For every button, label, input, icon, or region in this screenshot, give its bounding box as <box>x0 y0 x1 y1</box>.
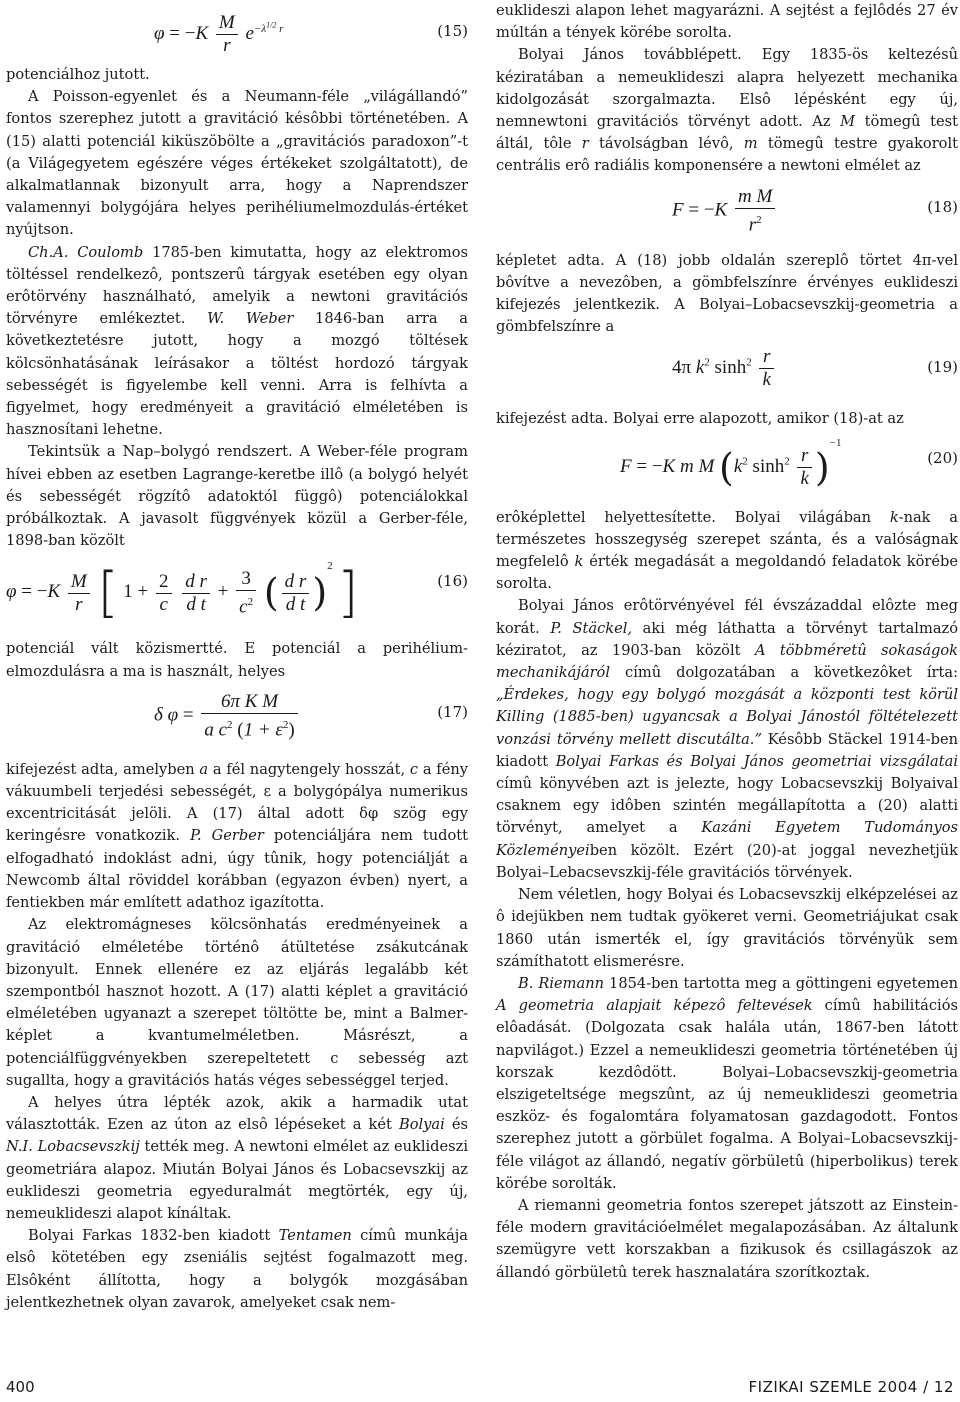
eq15-minus: − <box>184 22 196 44</box>
eq16-sq: 2 <box>327 560 333 573</box>
text: címû könyvében azt is jelezte, hogy Lobacsevszkij Bolyaival csaknem egy idôben szintén megállapította a (20) alatti törvényt, amelyet a <box>496 775 958 837</box>
paragraph-coulomb <box>6 242 468 442</box>
symbol-epsilon: ε <box>263 783 272 801</box>
paragraph-farkas <box>6 1225 468 1314</box>
text: ben közölt. Ezért (20)-at joggal nevezhetjük Bolyai–Lebacsevszkij-féle gravitációs törvények. <box>496 841 958 881</box>
eq15-den: r <box>223 35 231 56</box>
eq15-equals: = <box>169 22 180 44</box>
title-bolyai-vizsgalatai: Bolyai Farkas és Bolyai János geometriai vizsgálatai <box>555 752 958 770</box>
text: erôképlettel helyettesítette. Bolyai világában <box>496 508 890 526</box>
paragraph-k <box>496 507 958 596</box>
eq16-k: K <box>47 581 61 603</box>
name-coulomb: Ch.A. Coulomb <box>28 243 144 261</box>
eq20-fraction <box>797 445 811 490</box>
title-geometria-alapjai: A geometria alapjait képezô feltevések <box>496 997 813 1015</box>
eq20-paren-close: ) <box>814 445 830 490</box>
eq16-equals: = <box>21 581 32 603</box>
paragraph-helyes <box>6 1092 468 1225</box>
eq19-sq: 2 <box>704 356 710 369</box>
paragraph-kifejezest <box>6 759 468 914</box>
symbol-k: k <box>889 508 899 526</box>
eq15-lhs: φ <box>154 22 165 44</box>
text: -nak a természetes hosszegység szerepet szánta, és a valóságnak megfelelô <box>496 508 959 571</box>
eq17-label: (17) <box>437 702 468 721</box>
eq16-dt: d t <box>186 593 206 615</box>
eq16-dr2: d r <box>282 571 310 594</box>
symbol-M: M <box>840 113 856 131</box>
eq17-den-ac: a c <box>204 719 227 741</box>
eq20-lhs: F <box>620 455 632 477</box>
text: szög egy keringésre vonatkozik. <box>6 805 469 845</box>
eq19-four-pi: 4π <box>672 357 692 379</box>
eq17-num: 6π K M <box>201 691 297 714</box>
eq16-lhs: φ <box>6 581 17 603</box>
symbol-c: c <box>409 760 419 778</box>
eq20-sq2: 2 <box>784 455 790 468</box>
eq15-label: (15) <box>437 22 468 40</box>
eq20-sinh: sinh <box>752 455 785 477</box>
title-tentamen: Tentamen <box>278 1227 352 1245</box>
eq19-sinh: sinh <box>714 357 747 379</box>
eq20-k: k <box>733 455 743 477</box>
text: távolságban lévô, <box>588 135 744 153</box>
text: A helyes útra lépték azok, akik a harmadik utat választották. Ezen az úton az elsô lépéseket a két <box>6 1093 468 1134</box>
eq16-frac-mr <box>68 571 90 616</box>
equation-16 <box>6 552 468 638</box>
eq16-c2-sq: 2 <box>247 595 254 608</box>
text: Bolyai János továbblépett. Egy 1835-ös keltezésû kéziratában a nemeuklideszi alapra helyezett mechanika kidolgozását szorgalmazta. Elsô lépésként egy új, nemnewtoni gravitációs törvényt adott. Az <box>496 46 958 131</box>
eq18-sq: 2 <box>756 213 762 226</box>
paragraph: Nem véletlen, hogy Bolyai és Lobacsevszkij elképzelései az ô idejükben nem tudtak gyökeret verni. Geometriájukat csak 1860 után ismerték el, így gravitációs törvényük sem számíthatott elismerésre. <box>496 886 958 970</box>
journal-name: FIZIKAI SZEMLE 2004 / 12 <box>748 1378 954 1396</box>
text: címû dolgozatában a következôket írta: <box>610 664 958 682</box>
eq15-exp-frac: 1/2 <box>266 19 277 29</box>
name-riemann: B. Riemann <box>518 974 605 992</box>
eq20-paren-open: ( <box>719 445 734 490</box>
eq18-num: m M <box>735 186 775 209</box>
eq16-dr: d r <box>182 571 210 594</box>
symbol-a: a <box>199 760 209 778</box>
text: érték megadását a megoldandó feladatok körébe sorolta. <box>496 553 958 593</box>
eq17-fraction: $\frac{\text{6π K M}}{a c^2 (1 + \varepsilon^2)}$ <box>201 691 297 741</box>
eq16-c: c <box>159 593 168 615</box>
paragraph-stackel <box>496 595 958 884</box>
name-bolyai: Bolyai <box>398 1116 445 1134</box>
eq16-frac-drdt <box>182 571 210 616</box>
eq17-den-sq2: 2 <box>282 718 289 731</box>
text: tömegû testre gyakorolt centrális erô radiális komponensére a newtoni elmélet az <box>496 135 958 175</box>
paragraph: potenciálhoz jutott. <box>6 66 150 83</box>
eq20-kmm: K m M <box>662 455 715 477</box>
eq20-pow: −1 <box>829 436 842 449</box>
title-kazani: Kazáni Egyetem Tudományos Közleményei <box>496 819 958 859</box>
paragraph: Tekintsük a Nap–bolygó rendszert. A Weber-féle program hívei ebben az esetben Lagrange-keretbe illô (a bolygó helyét és sebességét rögzítô adatoktól függô) potenciálokkal próbálkoztak. A javasolt függvények közül a Gerber-féle, 1898-ban közölt <box>6 443 468 550</box>
symbol-r: r <box>581 135 589 153</box>
symbol-dphi: δφ <box>359 805 379 823</box>
eq20-den: k <box>800 467 809 489</box>
paragraph: képletet adta. A (18) jobb oldalán szereplô törtet 4π-vel bôvítve a nevezôben, a gömbfelszínre érvényes euklideszi kifejezés jelentkezik. A Bolyai–Lobacsevszkij-geometria a gömbfelszínre a <box>496 251 958 336</box>
eq17-equals: = <box>182 704 194 726</box>
name-gerber: P. Gerber <box>190 827 264 845</box>
eq19-fraction <box>759 346 773 391</box>
text: kifejezést adta, amelyben <box>6 760 200 778</box>
equation-18 <box>496 178 958 250</box>
eq16-plus2: + <box>217 581 229 603</box>
eq18-fraction <box>735 186 775 236</box>
paragraph: potenciál vált közismertté. E potenciál a perihélium-elmozdulásra a ma is használt, helyes <box>6 640 468 680</box>
equation-15 <box>6 0 468 64</box>
eq16-three: 3 <box>236 568 256 591</box>
eq19-label: (19) <box>927 358 958 377</box>
eq16-c2: c <box>239 596 248 618</box>
text: potenciáljára nem tudott elfogadható indoklást adni, úgy tûnik, hogy potenciálját a Newcomb által röviddel korábban (egyazon évben) nyert, a fentiekben már említett adathoz igazította. <box>6 827 468 912</box>
eq16-plus: + <box>137 581 149 603</box>
eq17-den-paren: 1 + ε <box>243 719 283 741</box>
symbol-m: m <box>743 135 758 153</box>
eq16-frac-drdt2 <box>282 571 310 616</box>
eq16-one: 1 <box>123 581 133 603</box>
paragraph-riemann <box>496 973 958 1195</box>
title-tobbmeretu: A többméretû sokaságok mechanikájáról <box>496 641 959 682</box>
eq16-den: r <box>75 593 83 615</box>
equation-19 <box>496 338 958 408</box>
eq16-paren-open: ( <box>263 571 279 616</box>
eq18-minus: − <box>703 199 715 221</box>
text: Késôbb Stäckel 1914-ben kiadott <box>496 730 958 770</box>
page-footer <box>0 1378 960 1402</box>
name-weber: W. Weber <box>207 310 294 328</box>
eq16-frac-2c <box>156 571 172 616</box>
eq16-frac-3c2 <box>236 568 256 618</box>
right-column <box>496 0 958 1284</box>
text: aki még láthatta a törvényt tartalmazó kéziratot, az 1903-ban közölt <box>496 619 958 659</box>
text: 1846-ban arra a következtetésre jutott, hogy a mozgó töltések kölcsönhatásának leírásakor a töltést hordozó tárgyak sebességét is figyelembe kell venni. Arra is felhívta a figyelmet, hogy eredményeit a gravitáció elméletében is hasznosítani lehetne. <box>6 310 468 439</box>
eq19-sq2: 2 <box>746 356 752 369</box>
symbol-k: k <box>574 553 584 571</box>
eq15-k: K <box>195 22 209 44</box>
text: tömegû test áltál, tôle <box>496 113 958 153</box>
eq18-equals: = <box>688 199 700 221</box>
eq18-label: (18) <box>927 197 958 216</box>
eq16-minus: − <box>36 581 48 603</box>
paragraph: A Poisson-egyenlet és a Neumann-féle „világállandó” fontos szerephez jutott a gravitáció késôbbi történetében. A (15) alatti potenciál kiküszöbölte a „gravitációs paradoxon”-t (a Világegyetem egészére véges értékeket szolgáltatott), de alkalmatlannak bizonyult arra, hogy a Naprendszer valamennyi bolygójára helyes perihéliumelmozdulás-értéket nyújtson. <box>6 88 468 239</box>
eq15-fraction <box>216 12 238 57</box>
eq17-lhs: δ φ <box>154 704 179 726</box>
quote-stackel: „Érdekes, hogy egy bolygó mozgását a központi test körül Killing (1885-ben) ugyancsak a Bolyai Jánostól föltételezett vonzási törvény mellett discutálta.” <box>496 686 958 748</box>
eq19-k: k <box>695 357 705 379</box>
paragraph: euklideszi alapon lehet magyarázni. A sejtést a fejlôdés 27 év múltán a tények körébe sorolta. <box>496 2 958 42</box>
equation-20 <box>496 431 958 507</box>
text: és <box>444 1116 468 1134</box>
eq16-paren-close: ) <box>312 571 328 616</box>
eq20-label: (20) <box>927 448 958 467</box>
page-number: 400 <box>6 1378 35 1396</box>
eq16-num: M <box>68 571 90 594</box>
equation-17 <box>6 683 468 759</box>
eq17-den-sq: 2 <box>227 718 233 731</box>
eq18-lhs: F <box>672 199 684 221</box>
name-lobacsevszkij: N.I. Lobacsevszkij <box>6 1138 140 1156</box>
paragraph-bolyai-janos <box>496 44 958 177</box>
paragraph: kifejezést adta. Bolyai erre alapozott, amikor (18)-at az <box>496 410 904 428</box>
eq16-dt2: d t <box>285 593 306 615</box>
eq16-two: 2 <box>156 571 172 594</box>
paragraph: Az elektromágneses kölcsönhatás eredményeinek a gravitáció elméletébe történô átültetése zsákutcának bizonyult. Ennek ellenére ez az eljárás legalább két szempontból hasznot hozott. A (17) alatti képlet a gravitáció elméletében ugyanazt a szerepet töltötte be, mint a Balmer-képlet a kvantumelméletben. Másrészt, a potenciálfüggvényekben szerepeltetett c sebesség azt sugallta, hogy a gravitációs hatás véges sebességgel terjed. <box>6 916 468 1089</box>
eq18-den: r <box>748 213 757 235</box>
text: a fény vákuumbeli terjedési sebességét, <box>6 760 468 801</box>
text: a bolygópálya numerikus excentricitását jelöli. A (17) által adott <box>6 783 468 823</box>
text: 1785-ben kimutatta, hogy az elektromos töltéssel rendelkezô, pontszerû tárgyak esetében egy olyan erôtörvény használható, amelyik a newtoni gravitációs törvényre emlékeztet. <box>6 243 468 328</box>
eq20-minus: − <box>651 455 663 477</box>
eq15-exp-r: r <box>279 22 284 35</box>
eq20-sq: 2 <box>742 455 748 468</box>
eq15-e: e <box>245 22 254 44</box>
eq20-equals: = <box>636 455 648 477</box>
eq15-exp: −λ <box>253 22 267 35</box>
eq16-bracket-open: [ <box>97 561 119 625</box>
text: 1854-ben tartotta meg a göttingeni egyetemen <box>604 974 958 992</box>
eq15-num: M <box>216 12 238 35</box>
text: címû habilitációs elôadását. (Dolgozata csak halála után, 1867-ben látott napvilágot.) Ezzel a nemeuklideszi geometria történetében új korszak kezdôdött. Bolyai–Lobacsevszkij-geometria elszigeteltsége megszûnt, az új nemeuklideszi geometria eszköz- és fogalomtára folyamatosan gazdagodott. Fontos szerephez jutott a görbület fogalma. A Bolyai–Lobacsevszkij-féle világot az állandó, negatív görbületû (hiperbolikus) terek körébe sorolták. <box>496 997 958 1192</box>
text: Bolyai János erôtörvényével fél évszázaddal elôzte meg korát. <box>496 597 958 637</box>
text: Bolyai Farkas 1832-ben kiadott <box>28 1227 279 1245</box>
text: tették meg. A newtoni elmélet az euklideszi geometriára alapoz. Miután Bolyai János és Lobacsevszkij az euklideszi geometria egyeduralmát megtörték, egy új, nemeuklideszi alapot kínáltak. <box>6 1138 469 1222</box>
eq20-num: r <box>797 445 811 468</box>
eq19-num: r <box>759 346 773 369</box>
eq16-bracket-close: ] <box>337 561 359 625</box>
paragraph: A riemanni geometria fontos szerepet játszott az Einstein-féle modern gravitációelmélet megalapozásában. Az általunk szemügyre vett korszakban a fizikusok és csillagászok az állandó görbületû terek hasznalatára szorítkoztak. <box>496 1196 958 1281</box>
name-stackel: P. Stäckel, <box>550 619 633 637</box>
eq16-label: (16) <box>437 572 468 591</box>
left-column <box>6 0 468 1314</box>
text: címû munkája elsô kötetében egy zseniális sejtést fogalmazott meg. Elsôként állította, hogy a bolygók mozgásában jelentkezhetnek olyan zavarok, amelyeket csak nem- <box>6 1227 468 1311</box>
eq19-den: k <box>762 369 771 391</box>
eq18-k: K <box>714 199 728 221</box>
text: a fél nagytengely hosszát, <box>208 760 410 778</box>
